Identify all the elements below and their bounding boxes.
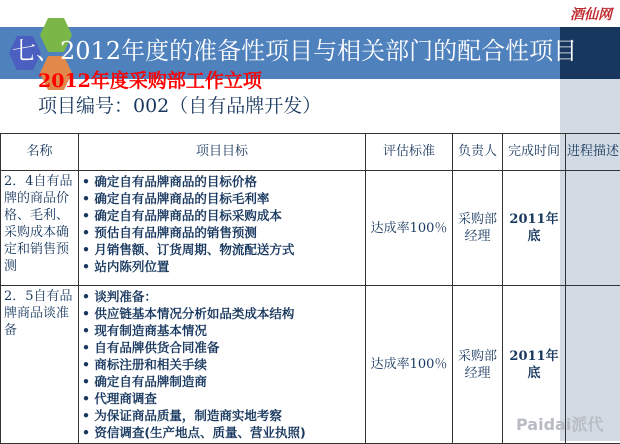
goal-item: • 谈判准备： [82, 288, 362, 305]
cell-progress [566, 171, 620, 286]
cell-name: 2．5自有品牌商品谈准备 [1, 286, 79, 444]
goal-item: • 月销售额、订货周期、物流配送方式 [82, 241, 362, 258]
goal-item: • 代理商调查 [82, 390, 362, 407]
watermark: Paidai派代 [516, 412, 603, 435]
cell-owner: 采购部经理 [453, 171, 503, 286]
cell-criteria: 达成率100％ [366, 286, 453, 444]
table-row [1, 171, 620, 286]
project-table [0, 133, 620, 444]
goal-item: • 为保证商品质量，制造商实地考察 [82, 407, 362, 424]
goal-item: • 现有制造商基本情况 [82, 322, 362, 339]
header-goals: 项目目标 [79, 134, 366, 171]
subtitle: 2012年度采购部工作立项 [38, 66, 262, 93]
cell-due: 2011年底 [503, 286, 566, 444]
header-due: 完成时间 [503, 134, 566, 171]
logo: 酒仙网 [570, 4, 612, 24]
slide-title: 七、2012年度的准备性项目与相关部门的配合性项目 [12, 31, 577, 66]
goal-item: • 确定自有品牌商品的目标价格 [82, 173, 362, 190]
header-criteria: 评估标准 [366, 134, 453, 171]
cell-criteria: 达成率100％ [366, 171, 453, 286]
goal-item: • 预估自有品牌商品的销售预测 [82, 224, 362, 241]
cell-due: 2011年底 [503, 171, 566, 286]
goal-item: • 商标注册和相关手续 [82, 356, 362, 373]
table-header-row [1, 134, 620, 171]
goal-item: • 资信调查(生产地点、质量、营业执照) [82, 424, 362, 441]
goal-item: • 自有品牌供货合同准备 [82, 339, 362, 356]
cell-goals [79, 171, 366, 286]
goal-item: • 确定自有品牌商品的目标毛利率 [82, 190, 362, 207]
header-name: 名称 [1, 134, 79, 171]
goal-item: • 站内陈列位置 [82, 258, 362, 275]
project-number: 项目编号：002（自有品牌开发） [38, 91, 321, 118]
goal-item: • 供应链基本情况分析如品类成本结构 [82, 305, 362, 322]
header-progress: 进程描述 [566, 134, 620, 171]
header-owner: 负责人 [453, 134, 503, 171]
goal-item: • 确定自有品牌制造商 [82, 373, 362, 390]
goal-item: • 确定自有品牌商品的目标采购成本 [82, 207, 362, 224]
cell-owner: 采购部经理 [453, 286, 503, 444]
cell-goals [79, 286, 366, 444]
cell-name: 2．4自有品牌的商品价格、毛利、采购成本确定和销售预测 [1, 171, 79, 286]
